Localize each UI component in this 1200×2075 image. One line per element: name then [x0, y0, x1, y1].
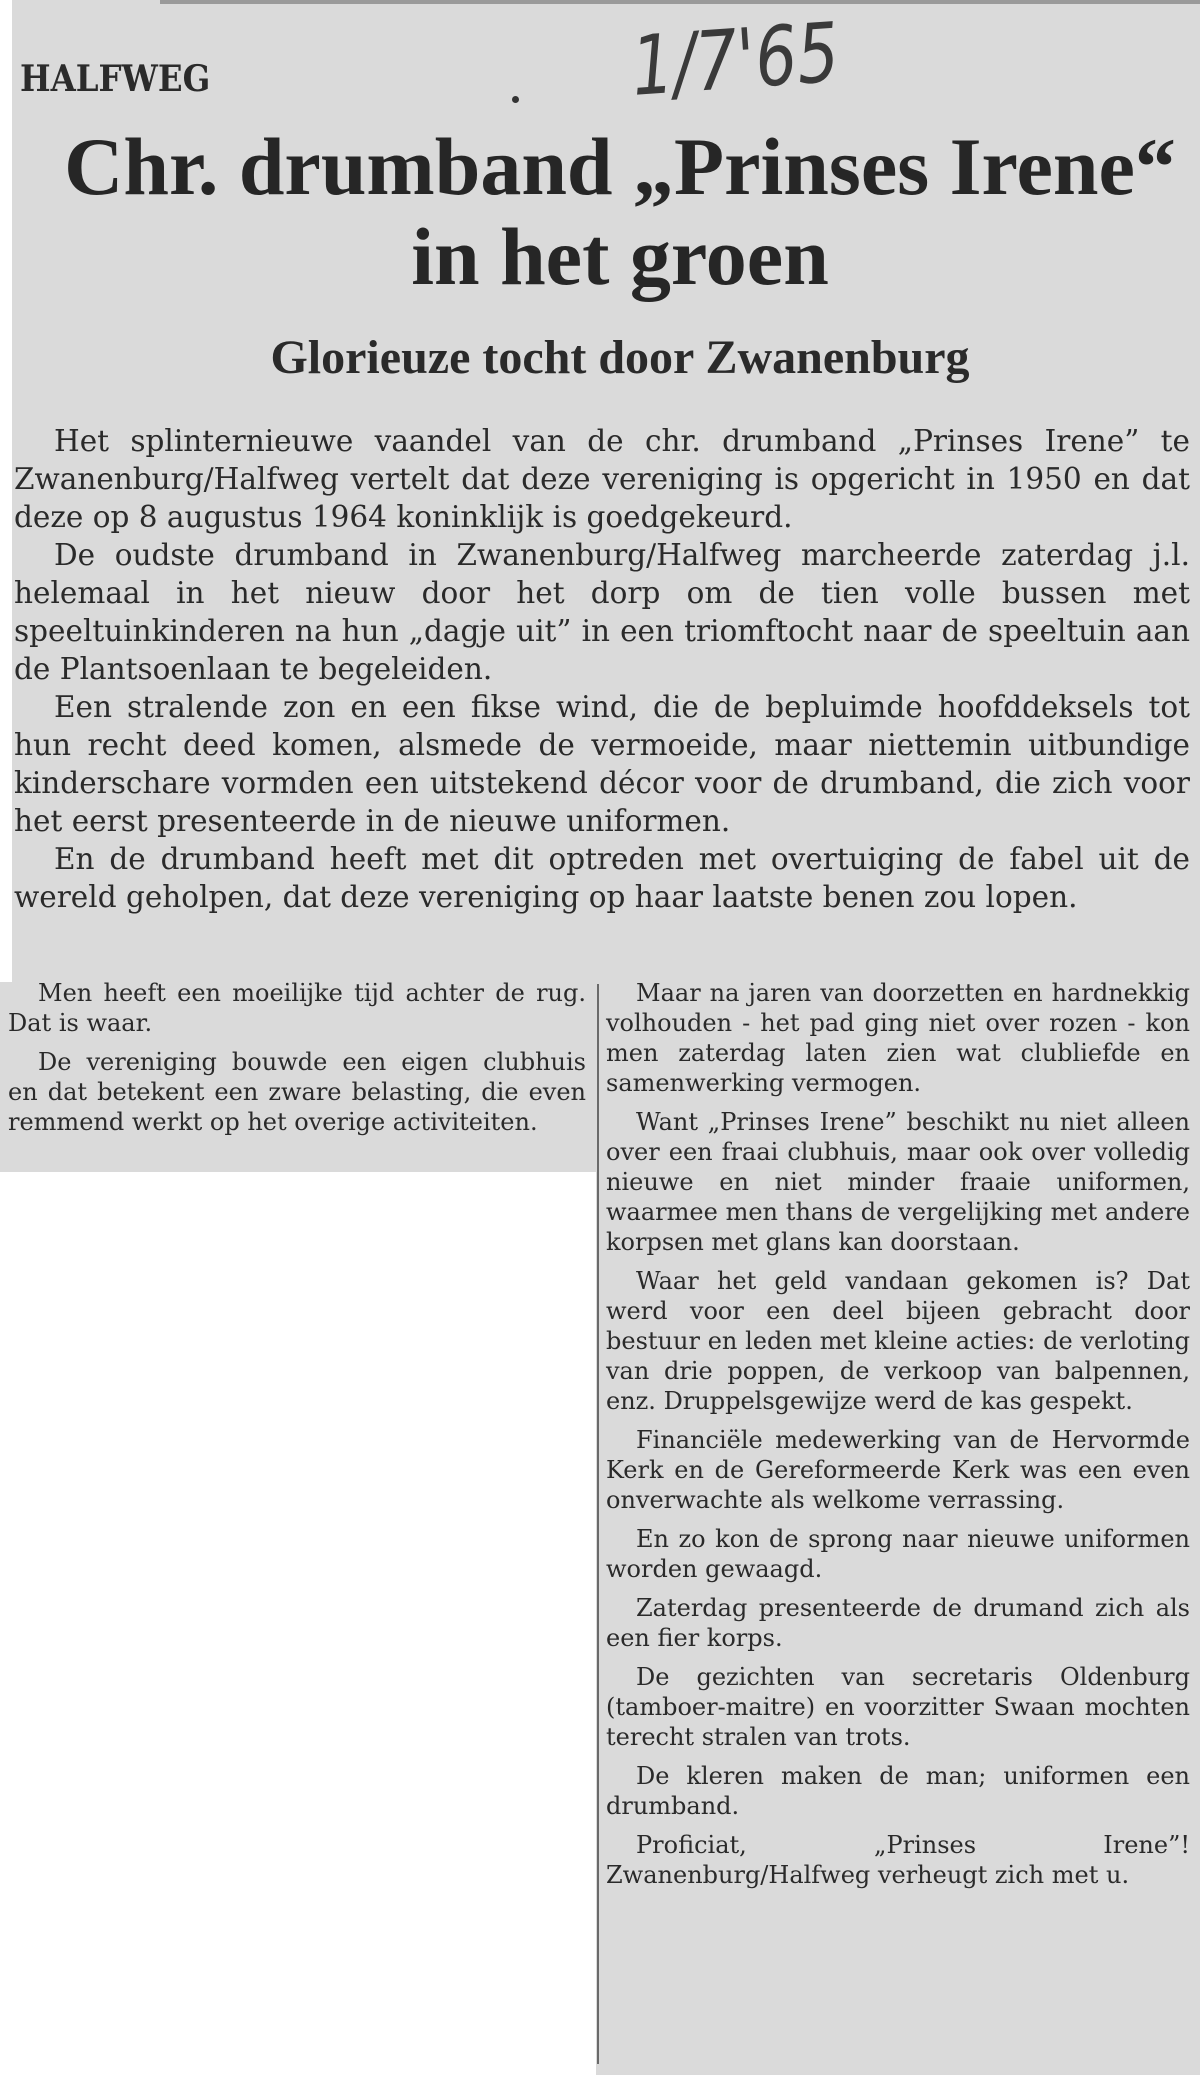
column-paragraph: Proficiat, „Prinses Irene”! Zwanenburg/Halfweg verheugt zich met u. [606, 1831, 1190, 1889]
subheadline: Glorieuze tocht door Zwanenburg [270, 331, 970, 384]
intro-paragraph: En de drumband heeft met dit optreden met overtuiging de fabel uit de wereld geholpen, dat deze vereniging op haar laatste benen zou lopen. [14, 842, 1190, 914]
column-paragraph: Financiële medewerking van de Hervormde Kerk en de Gereformeerde Kerk was een even onverwachte als welkome verrassing. [606, 1426, 1190, 1514]
intro-text [14, 422, 1190, 916]
intro-paragraph: De oudste drumband in Zwanenburg/Halfweg marcheerde zaterdag j.l. helemaal in het nieuw door het dorp om de tien volle bussen met speeltuinkinderen na hun „dagje uit” in een triomftocht naar de speeltuin aan de Plantsoenlaan te begeleiden. [14, 538, 1190, 686]
intro-paragraph: Het splinternieuwe vaandel van de chr. drumband „Prinses Irene” te Zwanenburg/Halfweg vertelt dat deze vereniging is opgericht in 1950 en dat deze op 8 augustus 1964 koninklijk is goedgekeurd. [14, 424, 1190, 534]
top-edge-strip [160, 0, 1200, 4]
column-paragraph: De gezichten van secretaris Oldenburg (tamboer-maitre) en voorzitter Swaan mochten terecht stralen van trots. [606, 1663, 1190, 1751]
headline-line-1: Chr. drumband „Prinses Irene“ [64, 121, 1176, 212]
column-paragraph: Zaterdag presenteerde de drumand zich als een fier korps. [606, 1594, 1190, 1652]
column-paragraph: Maar na jaren van doorzetten en hardnekkig volhouden - het pad ging niet over rozen - kon men zaterdag laten zien wat clubliefde en samenwerking vermogen. [606, 979, 1190, 1097]
column-paragraph: De kleren maken de man; uniformen een drumband. [606, 1762, 1190, 1820]
column-paragraph: Waar het geld vandaan gekomen is? Dat werd voor een deel bijeen gebracht door bestuur en leden met kleine acties: de verloting van drie poppen, de verkoop van balpennen, enz. Druppelsgewijze werd de kas gespekt. [606, 1267, 1190, 1415]
empty-background-area [0, 1172, 596, 2075]
column-divider [597, 984, 599, 2064]
column-paragraph: Want „Prinses Irene” beschikt nu niet alleen over een fraai clubhuis, maar ook over volledig nieuwe en niet minder fraaie uniformen, waarmee men thans de vergelijking met andere korpsen met glans kan doorstaan. [606, 1108, 1190, 1256]
column-paragraph: De vereniging bouwde een eigen clubhuis en dat betekent een zware belasting, die even remmend werkt op het overige activiteiten. [8, 1048, 586, 1136]
headline-line-2: in het groen [411, 211, 829, 302]
column-paragraph: En zo kon de sprong naar nieuwe uniformen worden gewaagd. [606, 1525, 1190, 1583]
column-paragraph: Men heeft een moeilijke tijd achter de rug. Dat is waar. [8, 979, 586, 1037]
intro-paragraph: Een stralende zon en een fikse wind, die de bepluimde hoofddeksels tot hun recht deed komen, alsmede de vermoeide, maar niettemin uitbundige kinderschare vormden een uitstekend décor voor de drumband, die zich voor het eerst presenteerde in de nieuwe uniformen. [14, 690, 1190, 838]
left-column [8, 978, 586, 1146]
section-label: HALFWEG [20, 58, 211, 100]
date-dot [512, 96, 519, 103]
right-column [606, 978, 1190, 1899]
handwritten-date: 1/7'65 [628, 5, 842, 115]
